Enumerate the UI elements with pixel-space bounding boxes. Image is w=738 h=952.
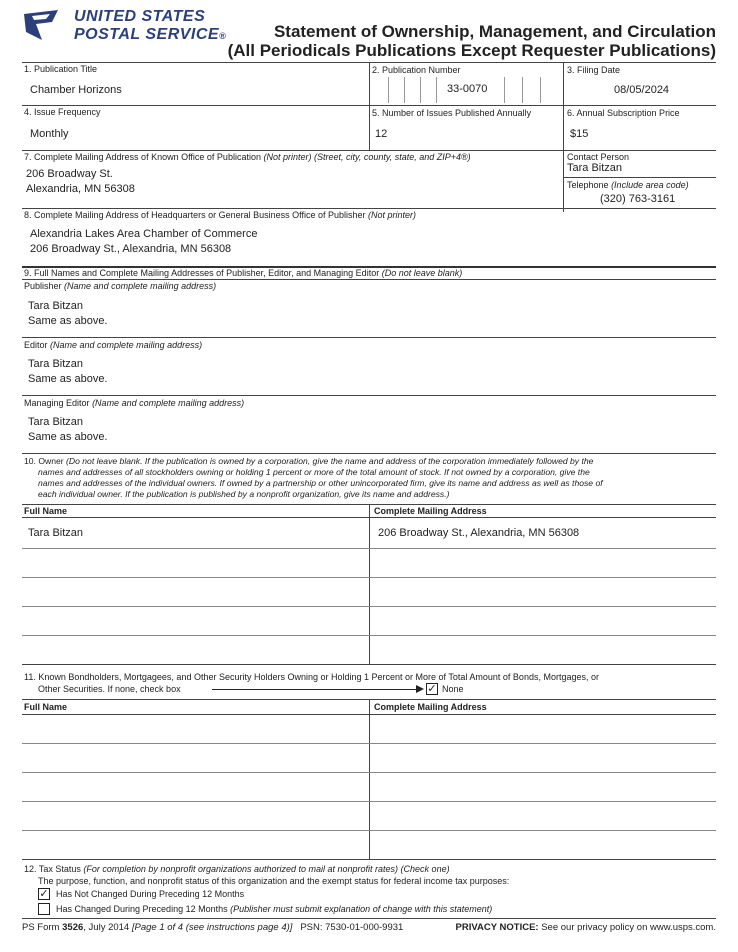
eagle-icon [22, 8, 62, 42]
none-checkbox-label: None [442, 684, 464, 694]
contact-person-value: Tara Bitzan [567, 162, 623, 174]
publication-title-value: Chamber Horizons [30, 84, 122, 96]
contact-person-label: Contact Person [567, 152, 630, 162]
tax-status-label: 12. Tax Status (For completion by nonprofit organizations authorized to mail at nonprofit rates) (Check one) [24, 864, 450, 874]
form-title: Statement of Ownership, Management, and Circulation [273, 22, 716, 41]
managing-editor-label: Managing Editor (Name and complete mailing address) [24, 398, 245, 408]
hq-address-line1: Alexandria Lakes Area Chamber of Commerce [30, 228, 258, 240]
publication-number-value: 33-0070 [447, 83, 488, 95]
section9-label: 9. Full Names and Complete Mailing Addresses of Publisher, Editor, and Managing Editor (Do not leave blank) [24, 268, 463, 278]
tax-status-text: The purpose, function, and nonprofit status of this organization and the exempt status for federal income tax purposes: [38, 876, 510, 886]
changed-checkbox[interactable] [38, 903, 50, 915]
owner-address: 206 Broadway St., Alexandria, MN 56308 [378, 527, 580, 539]
subscription-price-label: 6. Annual Subscription Price [567, 108, 680, 118]
bondholders-text-2: Other Securities. If none, check box [38, 684, 181, 694]
not-changed-checkbox[interactable]: ✓ [39, 888, 49, 900]
owner-col-address-header: Complete Mailing Address [374, 506, 487, 516]
arrow-icon [212, 689, 422, 690]
editor-address: Same as above. [28, 373, 108, 385]
managing-editor-address: Same as above. [28, 431, 108, 443]
telephone-value: (320) 763-3161 [600, 193, 676, 205]
form-subtitle: (All Periodicals Publications Except Requester Publications) [227, 41, 716, 60]
publication-title-label: 1. Publication Title [24, 64, 98, 74]
owner-instructions-1: 10. Owner (Do not leave blank. If the publication is owned by a corporation, give the name and address of the corporation immediately followed by the [24, 456, 594, 466]
publisher-name: Tara Bitzan [28, 300, 84, 312]
privacy-notice: PRIVACY NOTICE: See our privacy policy on www.usps.com. [455, 922, 716, 933]
usps-logo [22, 6, 227, 54]
filing-date-value: 08/05/2024 [614, 84, 670, 96]
hq-address-label: 8. Complete Mailing Address of Headquarters or General Business Office of Publisher (Not printer) [24, 210, 417, 220]
bond-col-name-header: Full Name [24, 702, 68, 712]
managing-editor-name: Tara Bitzan [28, 416, 84, 428]
publisher-address: Same as above. [28, 315, 108, 327]
subscription-price-value: $15 [570, 128, 589, 140]
owner-instructions-4: each individual owner. If the publication is published by a nonprofit organization, give its name and address.) [38, 489, 450, 499]
filing-date-label: 3. Filing Date [567, 65, 621, 75]
arrow-head-icon [416, 685, 424, 693]
publisher-label: Publisher (Name and complete mailing address) [24, 281, 217, 291]
logo-line1: UNITED STATES [74, 8, 206, 25]
form-footer-id: PS Form 3526, July 2014 [Page 1 of 4 (see instructions page 4)] PSN: 7530-01-000-9931 [22, 922, 404, 933]
issues-annually-value: 12 [375, 128, 388, 140]
owner-instructions-2: names and addresses of all stockholders owning or holding 1 percent or more of the total amount of stock. If not owned by a corporation, give the [38, 467, 590, 477]
bond-col-address-header: Complete Mailing Address [374, 702, 487, 712]
office-address-label: 7. Complete Mailing Address of Known Office of Publication (Not printer) (Street, city, county, state, and ZIP+4®) [24, 152, 471, 162]
editor-label: Editor (Name and complete mailing address) [24, 340, 203, 350]
issue-frequency-label: 4. Issue Frequency [24, 107, 101, 117]
office-address-line2: Alexandria, MN 56308 [26, 183, 135, 195]
editor-name: Tara Bitzan [28, 358, 84, 370]
issues-annually-label: 5. Number of Issues Published Annually [372, 108, 532, 118]
issue-frequency-value: Monthly [30, 128, 69, 140]
none-checkbox[interactable]: ✓ [427, 683, 437, 695]
bondholders-text-1: 11. Known Bondholders, Mortgagees, and Other Security Holders Owning or Holding 1 Percent or More of Total Amount of Bonds, Mortgages, or [24, 672, 599, 682]
telephone-label: Telephone (Include area code) [567, 180, 689, 190]
owner-col-name-header: Full Name [24, 506, 68, 516]
owner-name: Tara Bitzan [28, 527, 84, 539]
not-changed-label: Has Not Changed During Preceding 12 Months [56, 889, 245, 899]
office-address-line1: 206 Broadway St. [26, 168, 113, 180]
owner-instructions-3: names and addresses of the individual owners. If owned by a partnership or other unincorporated firm, give its name and address as well as those of [38, 478, 603, 488]
publication-number-label: 2. Publication Number [372, 65, 461, 75]
hq-address-line2: 206 Broadway St., Alexandria, MN 56308 [30, 243, 232, 255]
changed-label: Has Changed During Preceding 12 Months (Publisher must submit explanation of change with this statement) [56, 904, 493, 914]
logo-line2: POSTAL SERVICE® [74, 26, 227, 43]
